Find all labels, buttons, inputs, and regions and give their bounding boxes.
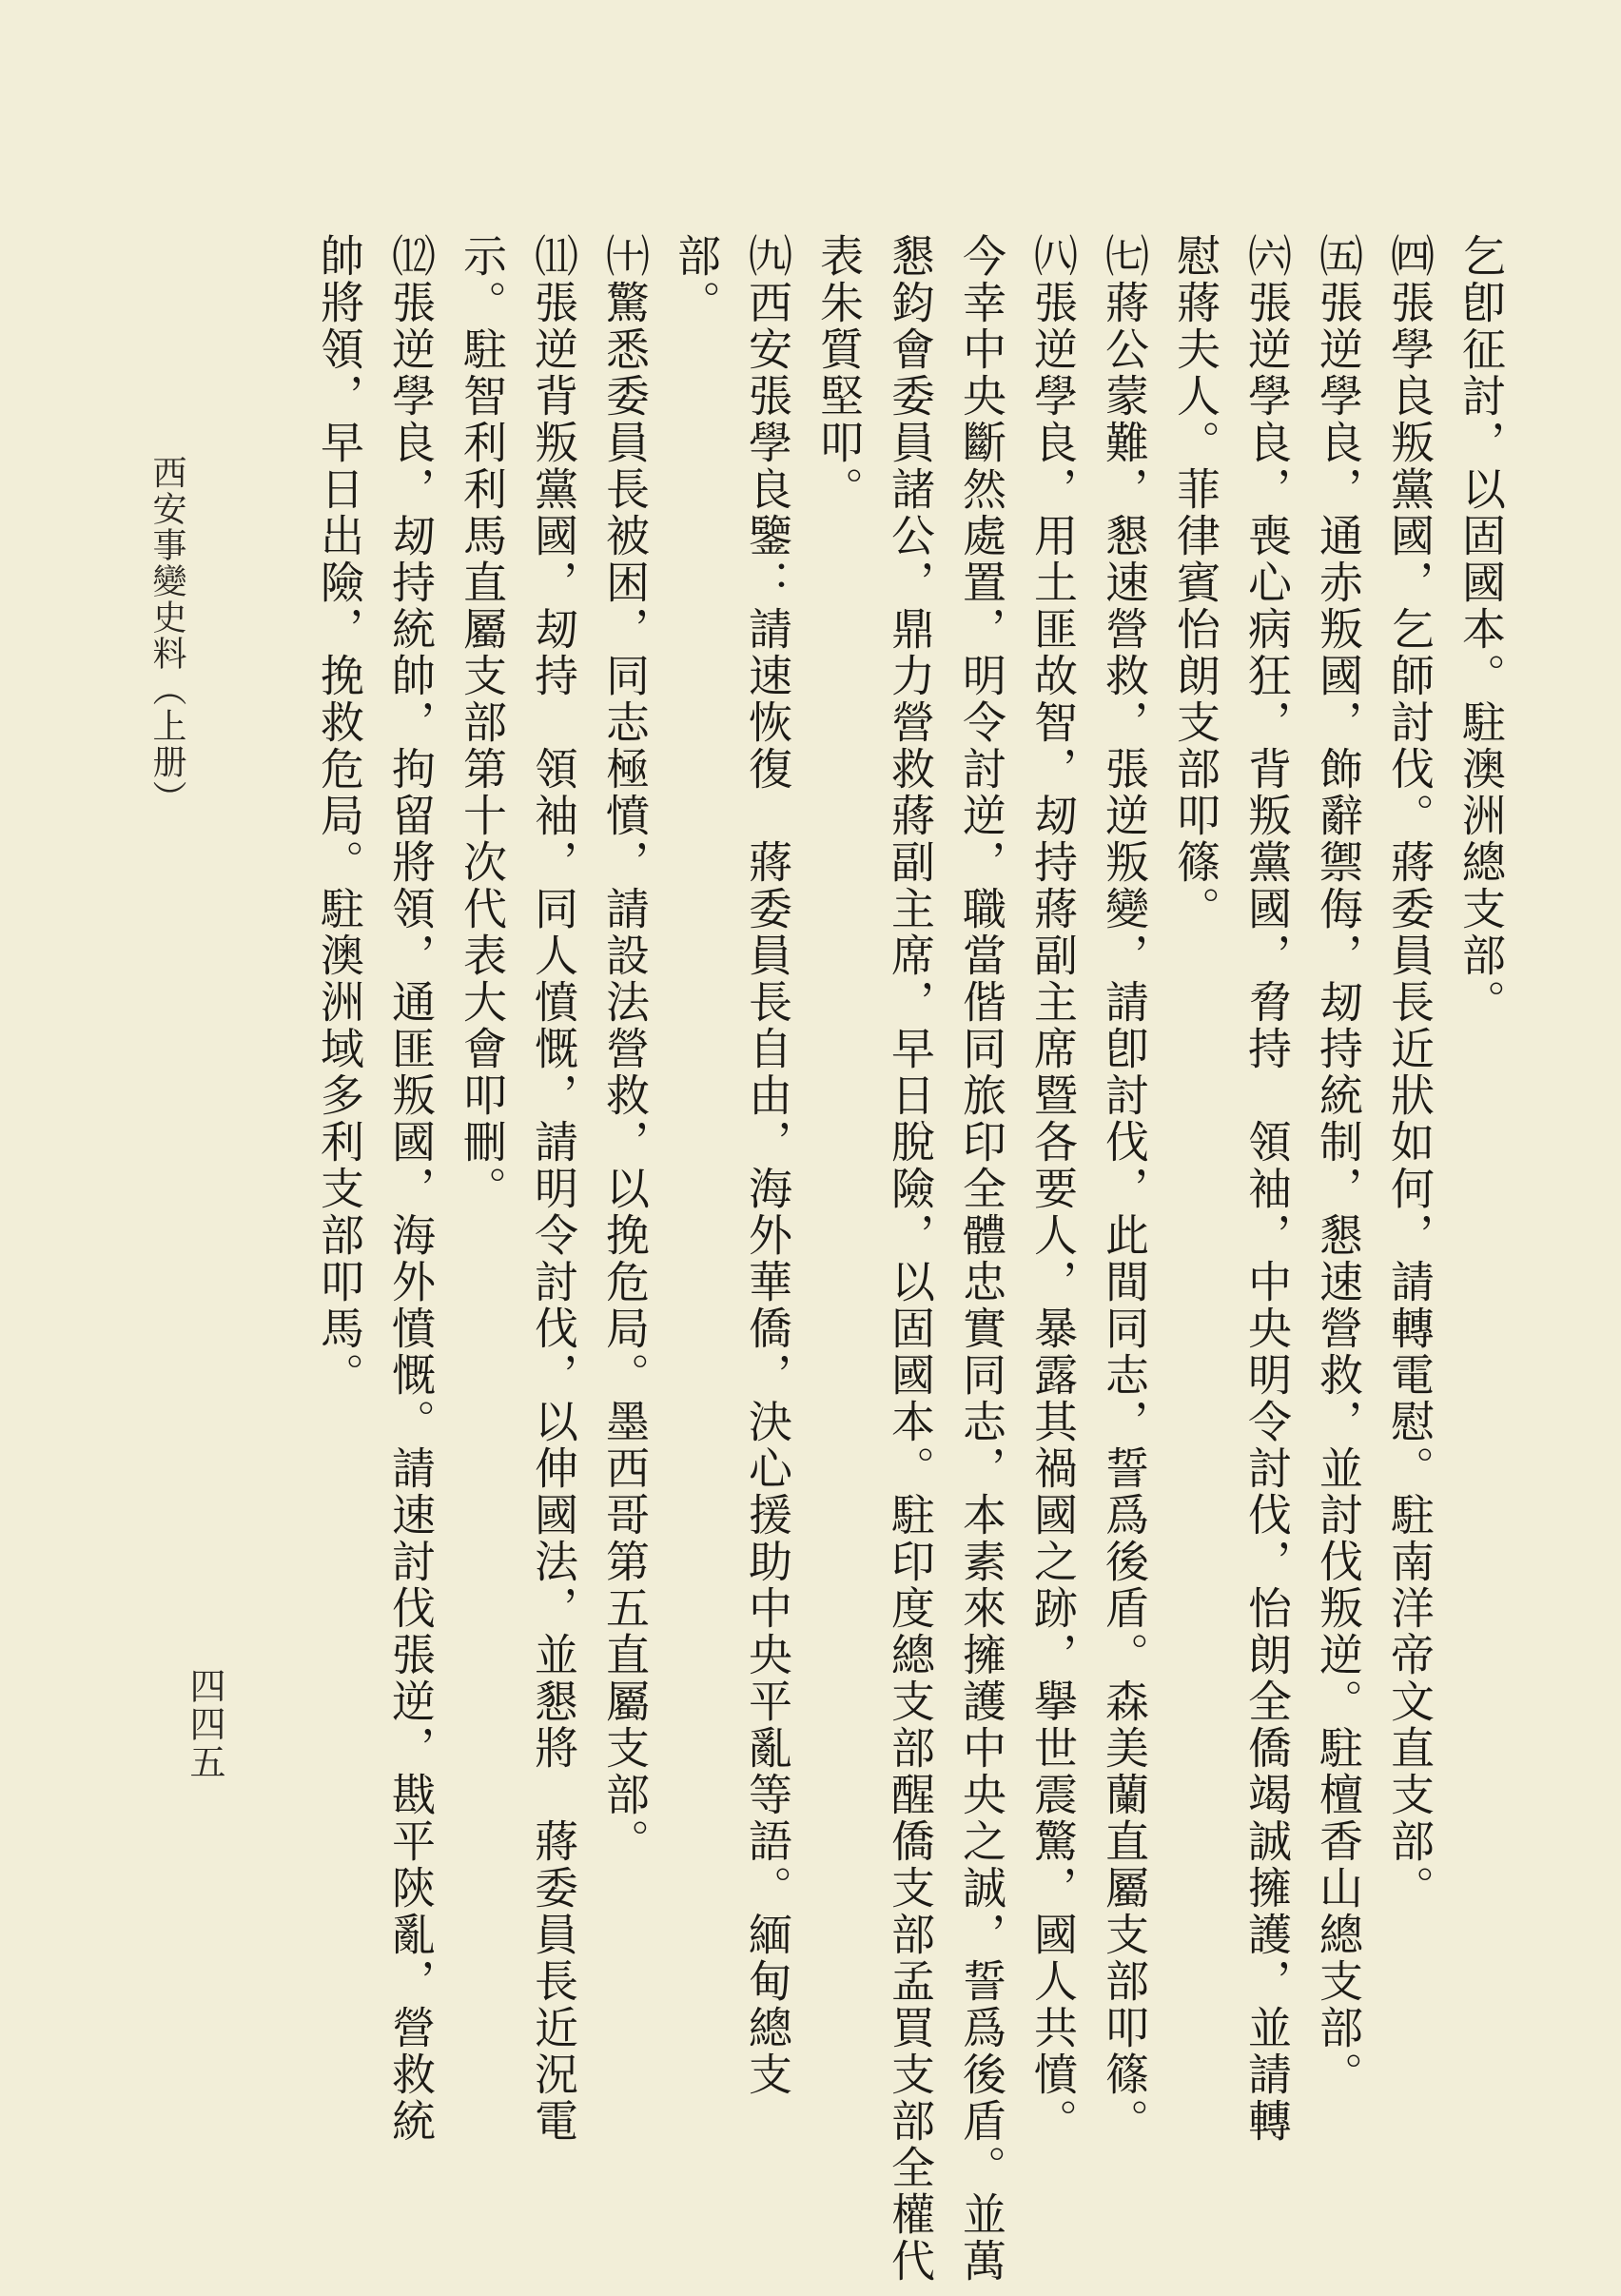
- text-line-5: 慰蔣夫人。菲律賓怡朗支部叩篠。: [1170, 233, 1221, 932]
- text-line-6: ㈦蔣公蒙難，懇速營救，張逆叛變，請卽討伐，此間同志，誓爲後盾。森美蘭直屬支部叩篠。: [1099, 233, 1150, 2145]
- text-line-3: ㈤張逆學良，通赤叛國，飾辭禦侮，刼持統制，懇速營救，並討伐叛逆。駐檀香山總支部。: [1313, 233, 1364, 2098]
- text-line-14: ⑾張逆背叛黨國，刼持 領袖，同人憤慨，請明令討伐，以伸國法，並懇將 蔣委員長近況電: [528, 233, 579, 2145]
- text-line-17: 帥將領，早日出險，挽救危局。駐澳洲域多利支部叩馬。: [314, 233, 365, 1399]
- text-line-8: 今幸中央斷然處置，明令討逆，職當偕同旅印全體忠實同志，本素來擁護中央之誠，誓爲後盾。並萬: [956, 233, 1007, 2285]
- text-line-2: ㈣張學良叛黨國，乞師討伐。蔣委員長近狀如何，請轉電慰。駐南洋帝文直支部。: [1384, 233, 1435, 1912]
- vertical-text-body: [303, 233, 1516, 2285]
- page-number: 四四五: [184, 1667, 225, 1781]
- text-line-9: 懇鈞會委員諸公，鼎力營救蔣副主席，早日脫險，以固國本。駐印度總支部醒僑支部孟買支部全權代: [885, 233, 936, 2285]
- running-title: 西安事變史料（上册）: [147, 455, 186, 816]
- text-line-12: 部。: [671, 233, 722, 326]
- text-line-13: ㈩驚悉委員長被困，同志極憤，請設法營救，以挽危局。墨西哥第五直屬支部。: [599, 233, 651, 1865]
- text-line-15: 示。駐智利利馬直屬支部第十次代表大會叩刪。: [457, 233, 508, 1212]
- text-line-11: ㈨西安張學良鑒：請速恢復 蔣委員長自由，海外華僑，決心援助中央平亂等語。緬甸總支: [742, 233, 793, 2098]
- text-line-4: ㈥張逆學良，喪心病狂，背叛黨國，脅持 領袖，中央明令討伐，怡朗全僑竭誠擁護，並請轉: [1241, 233, 1293, 2145]
- text-line-1: 乞卽征討，以固國本。駐澳洲總支部。: [1455, 233, 1507, 1026]
- text-line-16: ⑿張逆學良，刼持統帥，拘留將領，通匪叛國，海外憤慨。請速討伐張逆，戡平陝亂，營救統: [385, 233, 437, 2145]
- text-line-7: ㈧張逆學良，用土匪故智，刼持蔣副主席暨各要人，暴露其禍國之跡，擧世震驚，國人共憤。: [1027, 233, 1079, 2145]
- text-line-10: 表朱質堅叩。: [813, 233, 865, 513]
